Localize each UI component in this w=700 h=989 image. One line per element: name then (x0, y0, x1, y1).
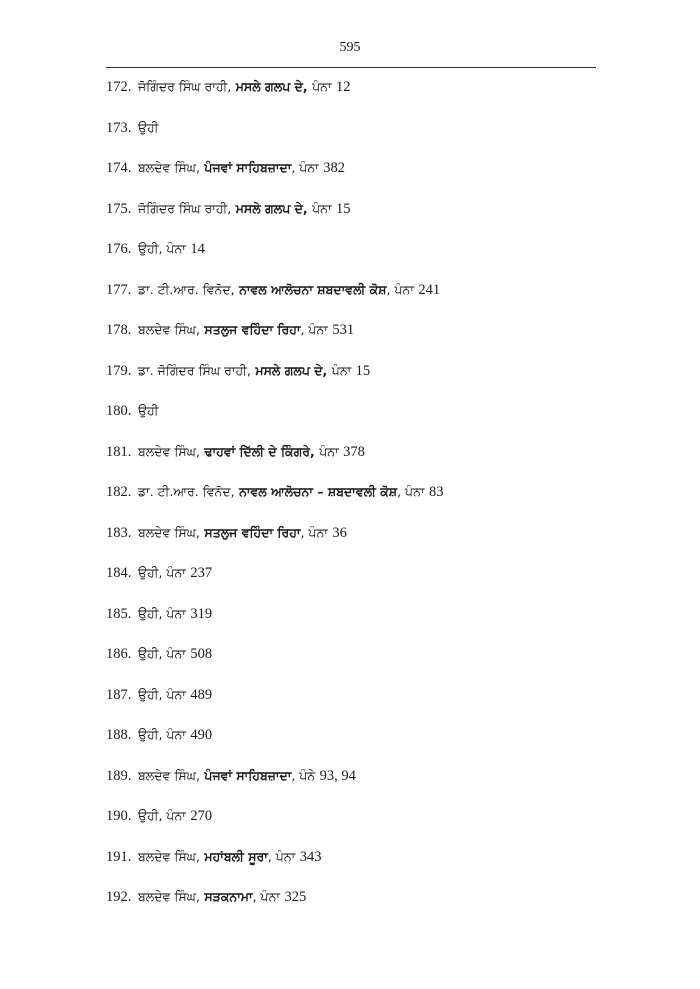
footnote-pages: 382 (323, 160, 345, 176)
footnote-title: ਮਹਾਂਬਲੀ ਸੂਰਾ (204, 848, 268, 864)
footnote-list (106, 74, 596, 925)
footnote-author: ਬਲਦੇਵ ਸਿੰਘ, (138, 889, 200, 904)
footnote-number: 181. (106, 443, 132, 460)
footnote-author: ਡਾ. ਜੋਗਿੰਦਰ ਸਿੰਘ ਰਾਹੀ, (138, 362, 251, 378)
footnote-title: ਨਾਵਲ ਆਲੋਚਨਾ ਸ਼ਬਦਾਵਲੀ ਕੋਸ਼ (239, 281, 387, 297)
footnote-entry (106, 641, 596, 682)
footnote-author: ਡਾ. ਟੀ.ਆਰ. ਵਿਨੋਦ, (138, 484, 235, 499)
footnote-entry (106, 803, 596, 844)
footnote-author: ਉਹੀ, ਪੰਨਾ (138, 241, 186, 256)
footnote-pages: 12 (336, 79, 351, 95)
footnote-number: 174. (106, 160, 132, 176)
footnote-page-label: , ਪੰਨਾ (267, 848, 296, 864)
footnote-author: ਬਲਦੇਵ ਸਿੰਘ, (138, 160, 200, 175)
footnote-pages: 490 (190, 727, 213, 743)
footnote-author: ਜੋਗਿੰਦਰ ਸਿੰਘ ਰਾਹੀ, (138, 200, 232, 216)
footnote-author: ਬਲਦੇਵ ਸਿੰਘ, (138, 524, 200, 540)
footnote-pages: 83 (428, 484, 444, 500)
footnote-number: 180. (106, 403, 132, 419)
footnote-entry (106, 479, 596, 520)
footnote-page-label: , ਪੰਨਾ (397, 484, 425, 499)
footnote-pages: 270 (190, 808, 213, 824)
footnote-pages: 36 (332, 524, 347, 541)
footnote-number: 188. (106, 727, 132, 743)
footnote-entry (106, 196, 596, 237)
footnote-page-label: ਪੰਨਾ (319, 443, 339, 459)
footnote-title: ਮਸਲੇ ਗਲਪ ਦੇ, (235, 200, 308, 216)
footnote-page-label: , ਪੰਨੇ (291, 767, 316, 783)
footnote-number: 185. (106, 605, 132, 622)
footnote-pages: 325 (284, 889, 307, 905)
footnote-author: ਬਲਦੇਵ ਸਿੰਘ, (138, 322, 200, 337)
footnote-pages: 531 (332, 322, 355, 338)
footnote-author: ਬਲਦੇਵ ਸਿੰਘ, (138, 443, 200, 459)
footnote-page-label: , ਪੰਨਾ (300, 322, 328, 337)
footnote-page-label: ਪੰਨਾ (331, 362, 352, 378)
footnote-title: ਨਾਵਲ ਆਲੋਚਨਾ – ਸ਼ਬਦਾਵਲੀ ਕੋਸ਼ (239, 484, 398, 499)
footnote-pages: 15 (355, 362, 371, 379)
footnote-entry (106, 317, 596, 358)
footnote-entry (106, 439, 596, 480)
footnote-entry (106, 398, 596, 439)
footnote-page-label: , ਪੰਨਾ (291, 160, 319, 175)
footnote-title: ਸੜਕਨਾਮਾ (204, 889, 253, 904)
footnote-pages: 319 (190, 605, 213, 622)
footnote-number: 186. (106, 646, 132, 662)
footnote-number: 179. (106, 362, 132, 379)
footnote-number: 192. (106, 889, 132, 905)
footnote-number: 178. (106, 322, 132, 338)
footnote-pages: 15 (336, 200, 351, 217)
footnote-title: ਪੰਜਵਾਂ ਸਾਹਿਬਜ਼ਾਦਾ (204, 160, 292, 175)
footnote-page-label: , ਪੰਨਾ (300, 524, 328, 540)
footnote-pages: 93, 94 (319, 767, 356, 784)
footnote-entry (106, 358, 596, 399)
footnote-number: 176. (106, 241, 132, 257)
footnote-entry (106, 115, 596, 156)
header-rule (106, 67, 596, 68)
footnote-number: 190. (106, 808, 132, 824)
footnote-pages: 489 (190, 686, 213, 703)
footnote-entry (106, 601, 596, 642)
footnote-author: ਉਹੀ, ਪੰਨਾ (138, 686, 186, 702)
footnote-author: ਉਹੀ (138, 119, 159, 135)
footnote-author: ਉਹੀ, ਪੰਨਾ (138, 605, 186, 621)
footnote-entry (106, 277, 596, 318)
footnote-author: ਉਹੀ (138, 403, 159, 418)
footnote-author: ਉਹੀ, ਪੰਨਾ (138, 646, 186, 661)
footnote-page-label: , ਪੰਨਾ (386, 281, 414, 297)
footnote-pages: 241 (418, 281, 441, 298)
footnote-number: 175. (106, 200, 132, 217)
footnote-entry (106, 560, 596, 601)
footnote-entry (106, 74, 596, 115)
footnote-author: ਉਹੀ, ਪੰਨਾ (138, 565, 186, 580)
footnote-title: ਮਸਲੇ ਗਲਪ ਦੇ, (255, 362, 328, 378)
footnote-entry (106, 722, 596, 763)
footnote-number: 182. (106, 484, 132, 500)
footnote-author: ਡਾ. ਟੀ.ਆਰ. ਵਿਨੋਦ, (138, 281, 235, 297)
footnote-number: 183. (106, 524, 132, 541)
footnote-page-label: ਪੰਨਾ (312, 79, 332, 94)
footnote-title: ਪੰਜਵਾਂ ਸਾਹਿਬਜ਼ਾਦਾ (204, 767, 292, 783)
footnote-number: 177. (106, 281, 132, 298)
footnote-entry (106, 844, 596, 885)
footnote-pages: 14 (190, 241, 205, 257)
footnote-entry (106, 763, 596, 804)
footnote-title: ਸਤਲੁਜ ਵਹਿੰਦਾ ਰਿਹਾ (204, 322, 301, 337)
footnote-author: ਉਹੀ, ਪੰਨਾ (138, 727, 186, 742)
footnote-number: 173. (106, 119, 132, 136)
footnote-number: 191. (106, 848, 132, 865)
footnote-number: 189. (106, 767, 132, 784)
footnote-entry (106, 884, 596, 925)
footnote-entry (106, 155, 596, 196)
footnote-title: ਮਸਲੇ ਗਲਪ ਦੇ, (235, 79, 308, 94)
page-number: 595 (339, 40, 361, 55)
footnote-title: ਢਾਹਵਾਂ ਦਿੱਲੀ ਦੇ ਕਿੰਗਰੇ, (204, 443, 315, 459)
footnote-pages: 508 (190, 646, 213, 662)
footnote-page-label: , ਪੰਨਾ (252, 889, 281, 904)
footnote-pages: 237 (190, 565, 213, 581)
footnote-number: 172. (106, 79, 132, 95)
footnote-entry (106, 236, 596, 277)
footnote-number: 184. (106, 565, 132, 581)
footnote-number: 187. (106, 686, 132, 703)
footnote-page-label: ਪੰਨਾ (312, 200, 332, 216)
footnote-entry (106, 682, 596, 723)
footnote-pages: 343 (299, 848, 322, 865)
footnote-author: ਬਲਦੇਵ ਸਿੰਘ, (138, 848, 200, 864)
footnote-author: ਉਹੀ, ਪੰਨਾ (138, 808, 186, 823)
footnote-pages: 378 (343, 443, 365, 460)
footnote-author: ਬਲਦੇਵ ਸਿੰਘ, (138, 767, 200, 783)
footnote-title: ਸਤਲੁਜ ਵਹਿੰਦਾ ਰਿਹਾ (204, 524, 301, 540)
footnote-entry (106, 520, 596, 561)
footnote-author: ਜੋਗਿੰਦਰ ਸਿੰਘ ਰਾਹੀ, (138, 79, 232, 94)
